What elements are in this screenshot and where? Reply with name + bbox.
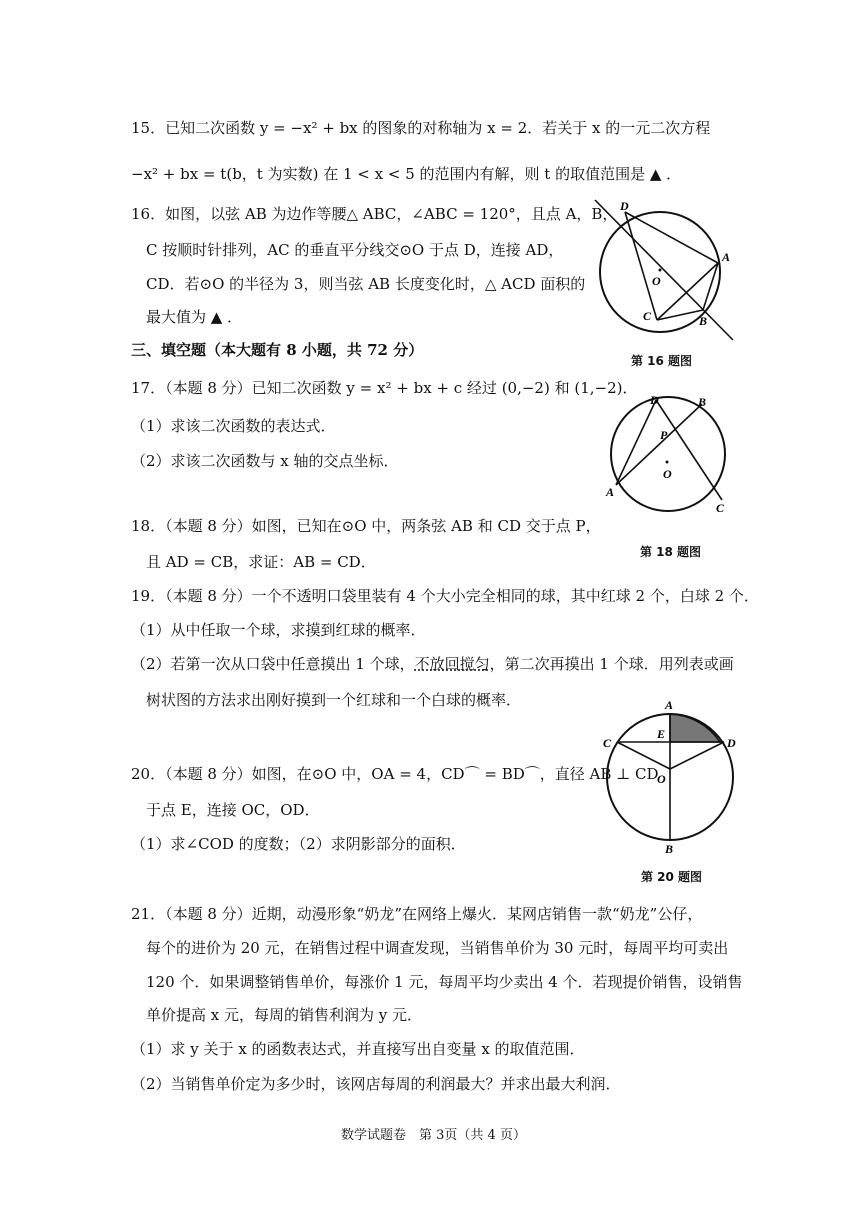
q17-part2: （2）求该二次函数与 x 轴的交点坐标．: [131, 452, 399, 470]
q21-part2: （2）当销售单价定为多少时，该网店每周的利润最大？并求出最大利润．: [131, 1075, 621, 1093]
q20-parts: （1）求∠COD 的度数；（2）求阴影部分的面积．: [131, 835, 466, 853]
page-footer: 数学试题卷 第 3页（共 4 页）: [341, 1128, 526, 1143]
q20-label-E: E: [657, 727, 666, 741]
q16-line4: 最大值为 ▲ ．: [146, 308, 243, 326]
section3-heading: 三、填空题（本大题有 8 小题，共 72 分）: [131, 341, 424, 359]
q20-label-D: D: [727, 736, 736, 750]
q16-label-B: B: [699, 314, 708, 328]
q16-figure: [585, 190, 745, 345]
q15-line2: −x² + bx = t(b，t 为实数) 在 1 < x < 5 的范围内有解，则 t 的取值范围是 ▲ ．: [131, 165, 682, 183]
q18-line2: 且 AD = CB，求证：AB = CD．: [146, 553, 376, 571]
q15-line1: 15．已知二次函数 y = −x² + bx 的图象的对称轴为 x = 2．若关于 x 的一元二次方程: [131, 119, 711, 137]
q19-part1: （1）从中任取一个球，求摸到红球的概率．: [131, 621, 426, 639]
q19-part2-emphasis: 不放回搅匀: [414, 655, 490, 673]
q18-label-C: C: [716, 501, 725, 515]
q16-caption: 第 16 题图: [631, 354, 693, 368]
q21-line2: 每个的进价为 20 元，在销售过程中调查发现，当销售单价为 30 元时，每周平均可卖出: [146, 939, 729, 957]
q21-line4: 单价提高 x 元，每周的销售利润为 y 元．: [146, 1006, 423, 1024]
q20-label-B: B: [665, 842, 674, 856]
q17-line1: 17．（本题 8 分）已知二次函数 y = x² + bx + c 经过 (0,−2) 和 (1,−2)．: [131, 379, 638, 397]
q21-line3: 120 个．如果调整销售单价，每涨价 1 元，每周平均少卖出 4 个．若现提价销售，设销售: [146, 973, 743, 991]
q18-caption: 第 18 题图: [640, 545, 702, 559]
q18-line1: 18．（本题 8 分）如图，已知在⊙O 中，两条弦 AB 和 CD 交于点 P，: [131, 517, 601, 535]
q18-label-D: D: [650, 393, 659, 407]
q20-label-A: A: [665, 698, 674, 712]
q19-part2-c: ，第二次再摸出 1 个球．用列表或画: [489, 655, 734, 673]
q20-label-C: C: [603, 736, 612, 750]
q16-label-C: C: [643, 309, 652, 323]
q16-line1: 16．如图，以弦 AB 为边作等腰△ ABC，∠ABC = 120°，且点 A，B，: [131, 205, 618, 223]
q16-label-O: O: [652, 274, 661, 288]
q20-caption: 第 20 题图: [641, 870, 703, 884]
q18-figure: [598, 392, 738, 517]
q18-label-P: P: [660, 428, 668, 442]
q21-part1: （1）求 y 关于 x 的函数表达式，并直接写出自变量 x 的取值范围．: [131, 1040, 585, 1058]
q16-label-A: A: [722, 250, 731, 264]
q20-line1: 20．（本题 8 分）如图，在⊙O 中，OA = 4，CD⌒ = BD⌒，直径 AB ⊥ CD: [131, 765, 659, 783]
q19-part2: [131, 654, 734, 674]
q19-line1: 19．（本题 8 分）一个不透明口袋里装有 4 个大小完全相同的球，其中红球 2 个，白球 2 个．: [131, 587, 759, 605]
q18-label-A: A: [606, 485, 615, 499]
q16-line3: CD．若⊙O 的半径为 3，则当弦 AB 长度变化时，△ ACD 面积的: [146, 275, 586, 293]
q21-line1: 21．（本题 8 分）近期，动漫形象“奶龙”在网络上爆火．某网店销售一款“奶龙”公仔，: [131, 905, 703, 923]
q19-part2-d: 树状图的方法求出刚好摸到一个红球和一个白球的概率．: [146, 691, 522, 709]
q18-label-B: B: [698, 395, 707, 409]
q18-label-O: O: [663, 467, 672, 481]
q17-part1: （1）求该二次函数的表达式．: [131, 417, 336, 435]
q16-line2: C 按顺时针排列，AC 的垂直平分线交⊙O 于点 D，连接 AD，: [146, 241, 564, 259]
q19-part2-a: （2）若第一次从口袋中任意摸出 1 个球，: [131, 655, 415, 673]
q20-label-O: O: [657, 772, 666, 786]
q20-line2: 于点 E，连接 OC，OD．: [146, 801, 320, 819]
q16-label-D: D: [620, 199, 629, 213]
